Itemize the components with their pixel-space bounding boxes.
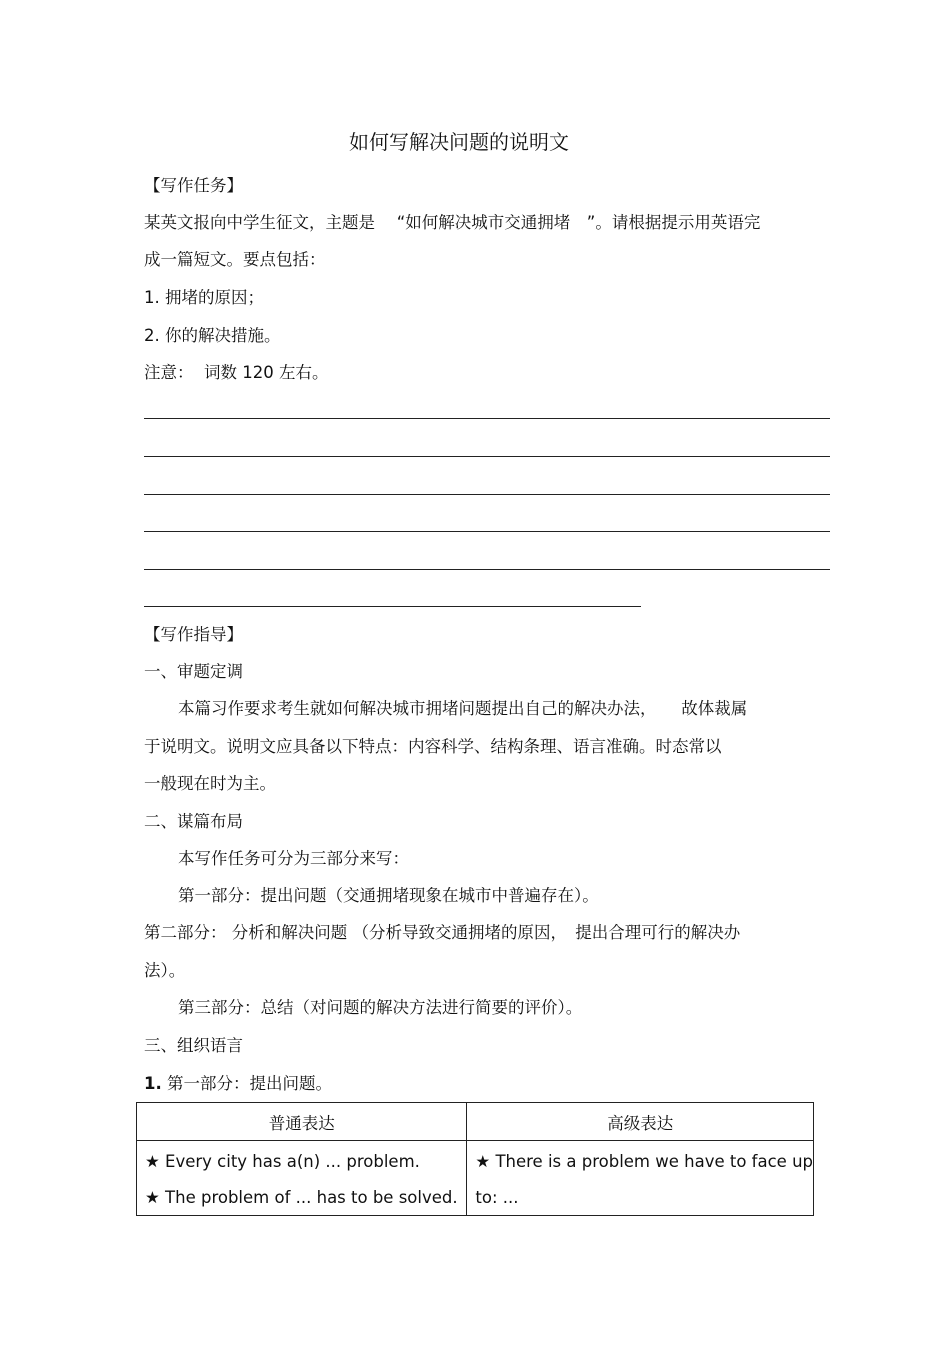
subsection-1-text: 第一部分：提出问题。 [161, 1074, 332, 1093]
answer-line [144, 494, 830, 495]
answer-line [144, 531, 830, 532]
part-2-line-2: 法）。 [144, 961, 186, 980]
table-header-row [137, 1103, 814, 1141]
normal-expression-cell [137, 1141, 467, 1216]
para-2-line-1: 本写作任务可分为三部分来写： [178, 849, 409, 868]
task-intro-line-1: 某英文报向中学生征文，主题是 “如何解决城市交通拥堵 ”。请根据提示用英语完 [144, 213, 761, 232]
header-advanced-expression: 高级表达 [467, 1103, 814, 1141]
table-row [137, 1141, 814, 1216]
para-1-line-2: 于说明文。说明文应具备以下特点：内容科学、结构条理、语言准确。时态常以 [144, 737, 722, 756]
para-1-line-1: 本篇习作要求考生就如何解决城市拥堵问题提出自己的解决办法， 故体裁属 [178, 699, 748, 718]
normal-expression-1: ★ Every city has a(n) ... problem. [145, 1152, 420, 1171]
part-1-text: 第一部分：提出问题（交通拥堵现象在城市中普遍存在）。 [178, 886, 599, 905]
advanced-expression-line-1: ★ There is a problem we have to face up [475, 1152, 813, 1171]
subsection-1-heading [144, 1073, 332, 1095]
answer-line [144, 418, 830, 419]
section-2-heading: 二、谋篇布局 [144, 812, 243, 831]
expression-table [136, 1102, 814, 1216]
advanced-expression-line-2: to: ... [475, 1188, 519, 1207]
subsection-1-number: 1. [144, 1074, 162, 1093]
advanced-expression-cell [467, 1141, 814, 1216]
task-point-1: 1. 拥堵的原因； [144, 288, 264, 307]
task-note: 注意： 词数 120 左右。 [144, 363, 329, 382]
part-2-line-1: 第二部分： 分析和解决问题 （分析导致交通拥堵的原因， 提出合理可行的解决办 [144, 923, 741, 942]
task-intro-line-2: 成一篇短文。要点包括： [144, 250, 326, 269]
para-1-line-3: 一般现在时为主。 [144, 774, 276, 793]
guide-heading: 【写作指导】 [144, 625, 243, 644]
section-1-heading: 一、审题定调 [144, 662, 243, 681]
task-point-2: 2. 你的解决措施。 [144, 326, 281, 345]
answer-line [144, 456, 830, 457]
answer-line [144, 606, 641, 607]
header-normal-expression: 普通表达 [137, 1103, 467, 1141]
part-3-text: 第三部分：总结（对问题的解决方法进行简要的评价）。 [178, 998, 583, 1017]
section-3-heading: 三、组织语言 [144, 1036, 243, 1055]
page-title: 如何写解决问题的说明文 [349, 130, 569, 154]
task-heading: 【写作任务】 [144, 176, 243, 195]
normal-expression-2: ★ The problem of ... has to be solved. [145, 1188, 458, 1207]
answer-line [144, 569, 830, 570]
